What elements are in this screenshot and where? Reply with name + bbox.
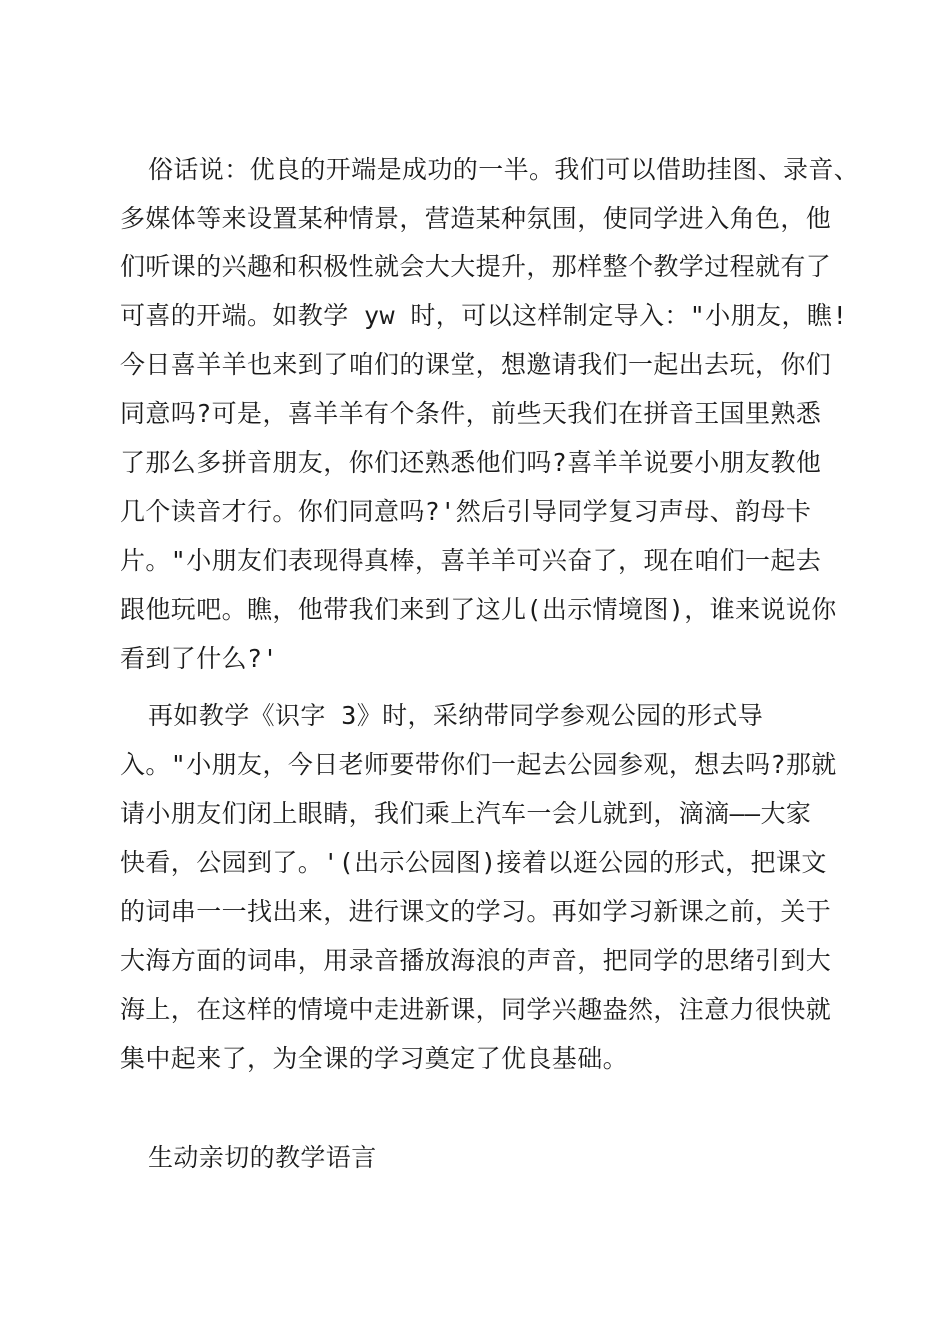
paragraph-1-line-8: 几个读音才行。你们同意吗?'然后引导同学复习声母、韵母卡 [120,497,812,526]
paragraph-1-line-4: 可喜的开端。如教学 yw 时，可以这样制定导入："小朋友，瞧! [120,301,848,330]
paragraph-1-line-1: 俗话说：优良的开端是成功的一半。我们可以借助挂图、录音、 [148,155,860,184]
paragraph-2-line-6: 大海方面的词串，用录音播放海浪的声音，把同学的思绪引到大 [120,946,832,975]
section-heading: 生动亲切的教学语言 [148,1143,377,1172]
paragraph-1-line-6: 同意吗?可是，喜羊羊有个条件，前些天我们在拼音王国里熟悉 [120,399,822,428]
paragraph-2-line-7: 海上，在这样的情境中走进新课，同学兴趣盎然，注意力很快就 [120,995,832,1024]
paragraph-2-line-3: 请小朋友们闭上眼睛，我们乘上汽车一会儿就到，滴滴——大家 [120,799,812,828]
paragraph-1-line-10: 跟他玩吧。瞧，他带我们来到了这儿(出示情境图)，谁来说说你 [120,595,837,624]
paragraph-2-line-4: 快看，公园到了。'(出示公园图)接着以逛公园的形式，把课文 [120,848,827,877]
paragraph-2-line-5: 的词串一一找出来，进行课文的学习。再如学习新课之前，关于 [120,897,832,926]
paragraph-1-line-7: 了那么多拼音朋友，你们还熟悉他们吗?喜羊羊说要小朋友教他 [120,448,822,477]
paragraph-1-line-2: 多媒体等来设置某种情景，营造某种氛围，使同学进入角色，他 [120,204,832,233]
paragraph-2-line-8: 集中起来了，为全课的学习奠定了优良基础。 [120,1044,629,1073]
paragraph-1-line-9: 片。"小朋友们表现得真棒，喜羊羊可兴奋了，现在咱们一起去 [120,546,822,575]
paragraph-1-line-11: 看到了什么?' [120,644,278,673]
paragraph-2-line-1: 再如教学《识字 3》时，采纳带同学参观公园的形式导 [148,701,764,730]
paragraph-1-line-3: 们听课的兴趣和积极性就会大大提升，那样整个教学过程就有了 [120,252,832,281]
paragraph-1-line-5: 今日喜羊羊也来到了咱们的课堂，想邀请我们一起出去玩，你们 [120,350,832,379]
paragraph-2-line-2: 入。"小朋友，今日老师要带你们一起去公园参观，想去吗?那就 [120,750,837,779]
